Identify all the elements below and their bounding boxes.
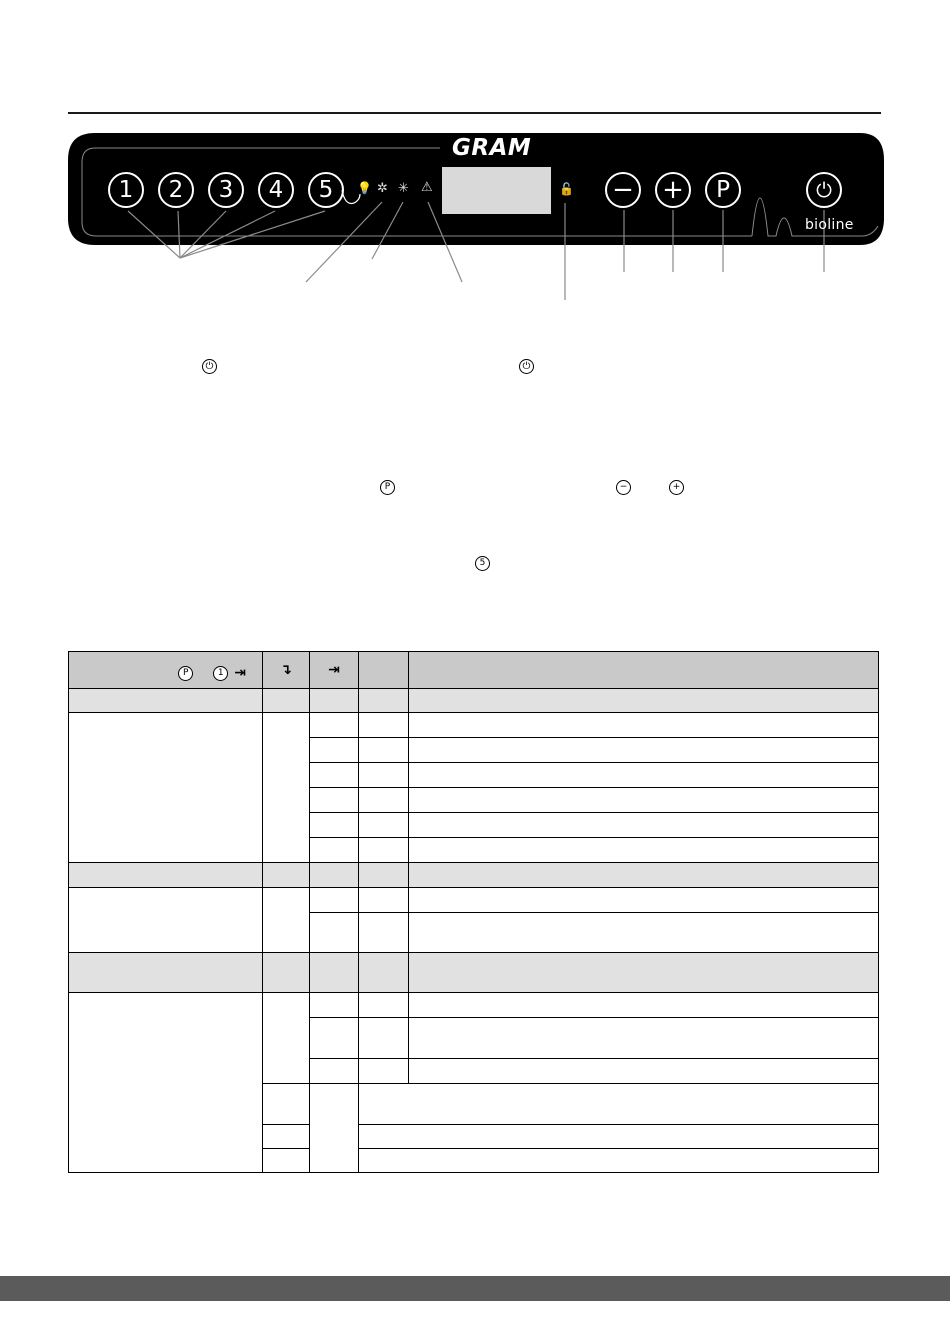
alarm-icon: ⚠ xyxy=(421,180,433,195)
power-icon: ⏻ xyxy=(519,359,534,374)
brand-logo: GRAM xyxy=(452,135,532,161)
header-cell xyxy=(263,652,310,689)
light-icon: 💡 xyxy=(357,181,372,195)
table-section-row xyxy=(69,689,879,713)
product-line-label: bioline xyxy=(805,217,854,233)
lock-icon: 🔓 xyxy=(559,182,574,196)
key-1-icon: 1 xyxy=(213,666,228,681)
key-5-icon: 5 xyxy=(475,556,490,571)
header-cell xyxy=(409,652,879,689)
table-row xyxy=(69,713,879,738)
power-button[interactable]: ⏻ xyxy=(806,172,842,208)
number-button-3[interactable]: 3 xyxy=(208,172,244,208)
table-header-row xyxy=(69,652,879,689)
plus-key-icon: + xyxy=(669,480,684,495)
defrost-icon: ✲ xyxy=(377,181,388,196)
number-button-1[interactable]: 1 xyxy=(108,172,144,208)
cooling-icon: ✳ xyxy=(398,181,409,196)
minus-button[interactable]: − xyxy=(605,172,641,208)
number-button-4[interactable]: 4 xyxy=(258,172,294,208)
header-menu-cell xyxy=(69,652,263,689)
table-section-row xyxy=(69,953,879,993)
power-icon: ⏻ xyxy=(202,359,217,374)
plus-button[interactable]: + xyxy=(655,172,691,208)
table-section-row xyxy=(69,863,879,888)
header-cell xyxy=(310,652,359,689)
program-key-icon: P xyxy=(178,666,193,681)
number-button-2[interactable]: 2 xyxy=(158,172,194,208)
enter-arrow-icon: ⇥ xyxy=(234,665,246,681)
footer-bar xyxy=(0,1276,950,1301)
table-row xyxy=(69,993,879,1018)
header-cell xyxy=(359,652,409,689)
program-button[interactable]: P xyxy=(705,172,741,208)
table-row xyxy=(69,888,879,913)
number-button-5[interactable]: 5 xyxy=(308,172,344,208)
program-key-icon: P xyxy=(380,480,395,495)
temperature-display xyxy=(442,167,551,214)
enter-arrow-icon: ⇥ xyxy=(328,662,340,678)
minus-key-icon: − xyxy=(616,480,631,495)
parameter-table xyxy=(68,651,879,1173)
down-arrow-icon: ↴ xyxy=(280,662,292,678)
